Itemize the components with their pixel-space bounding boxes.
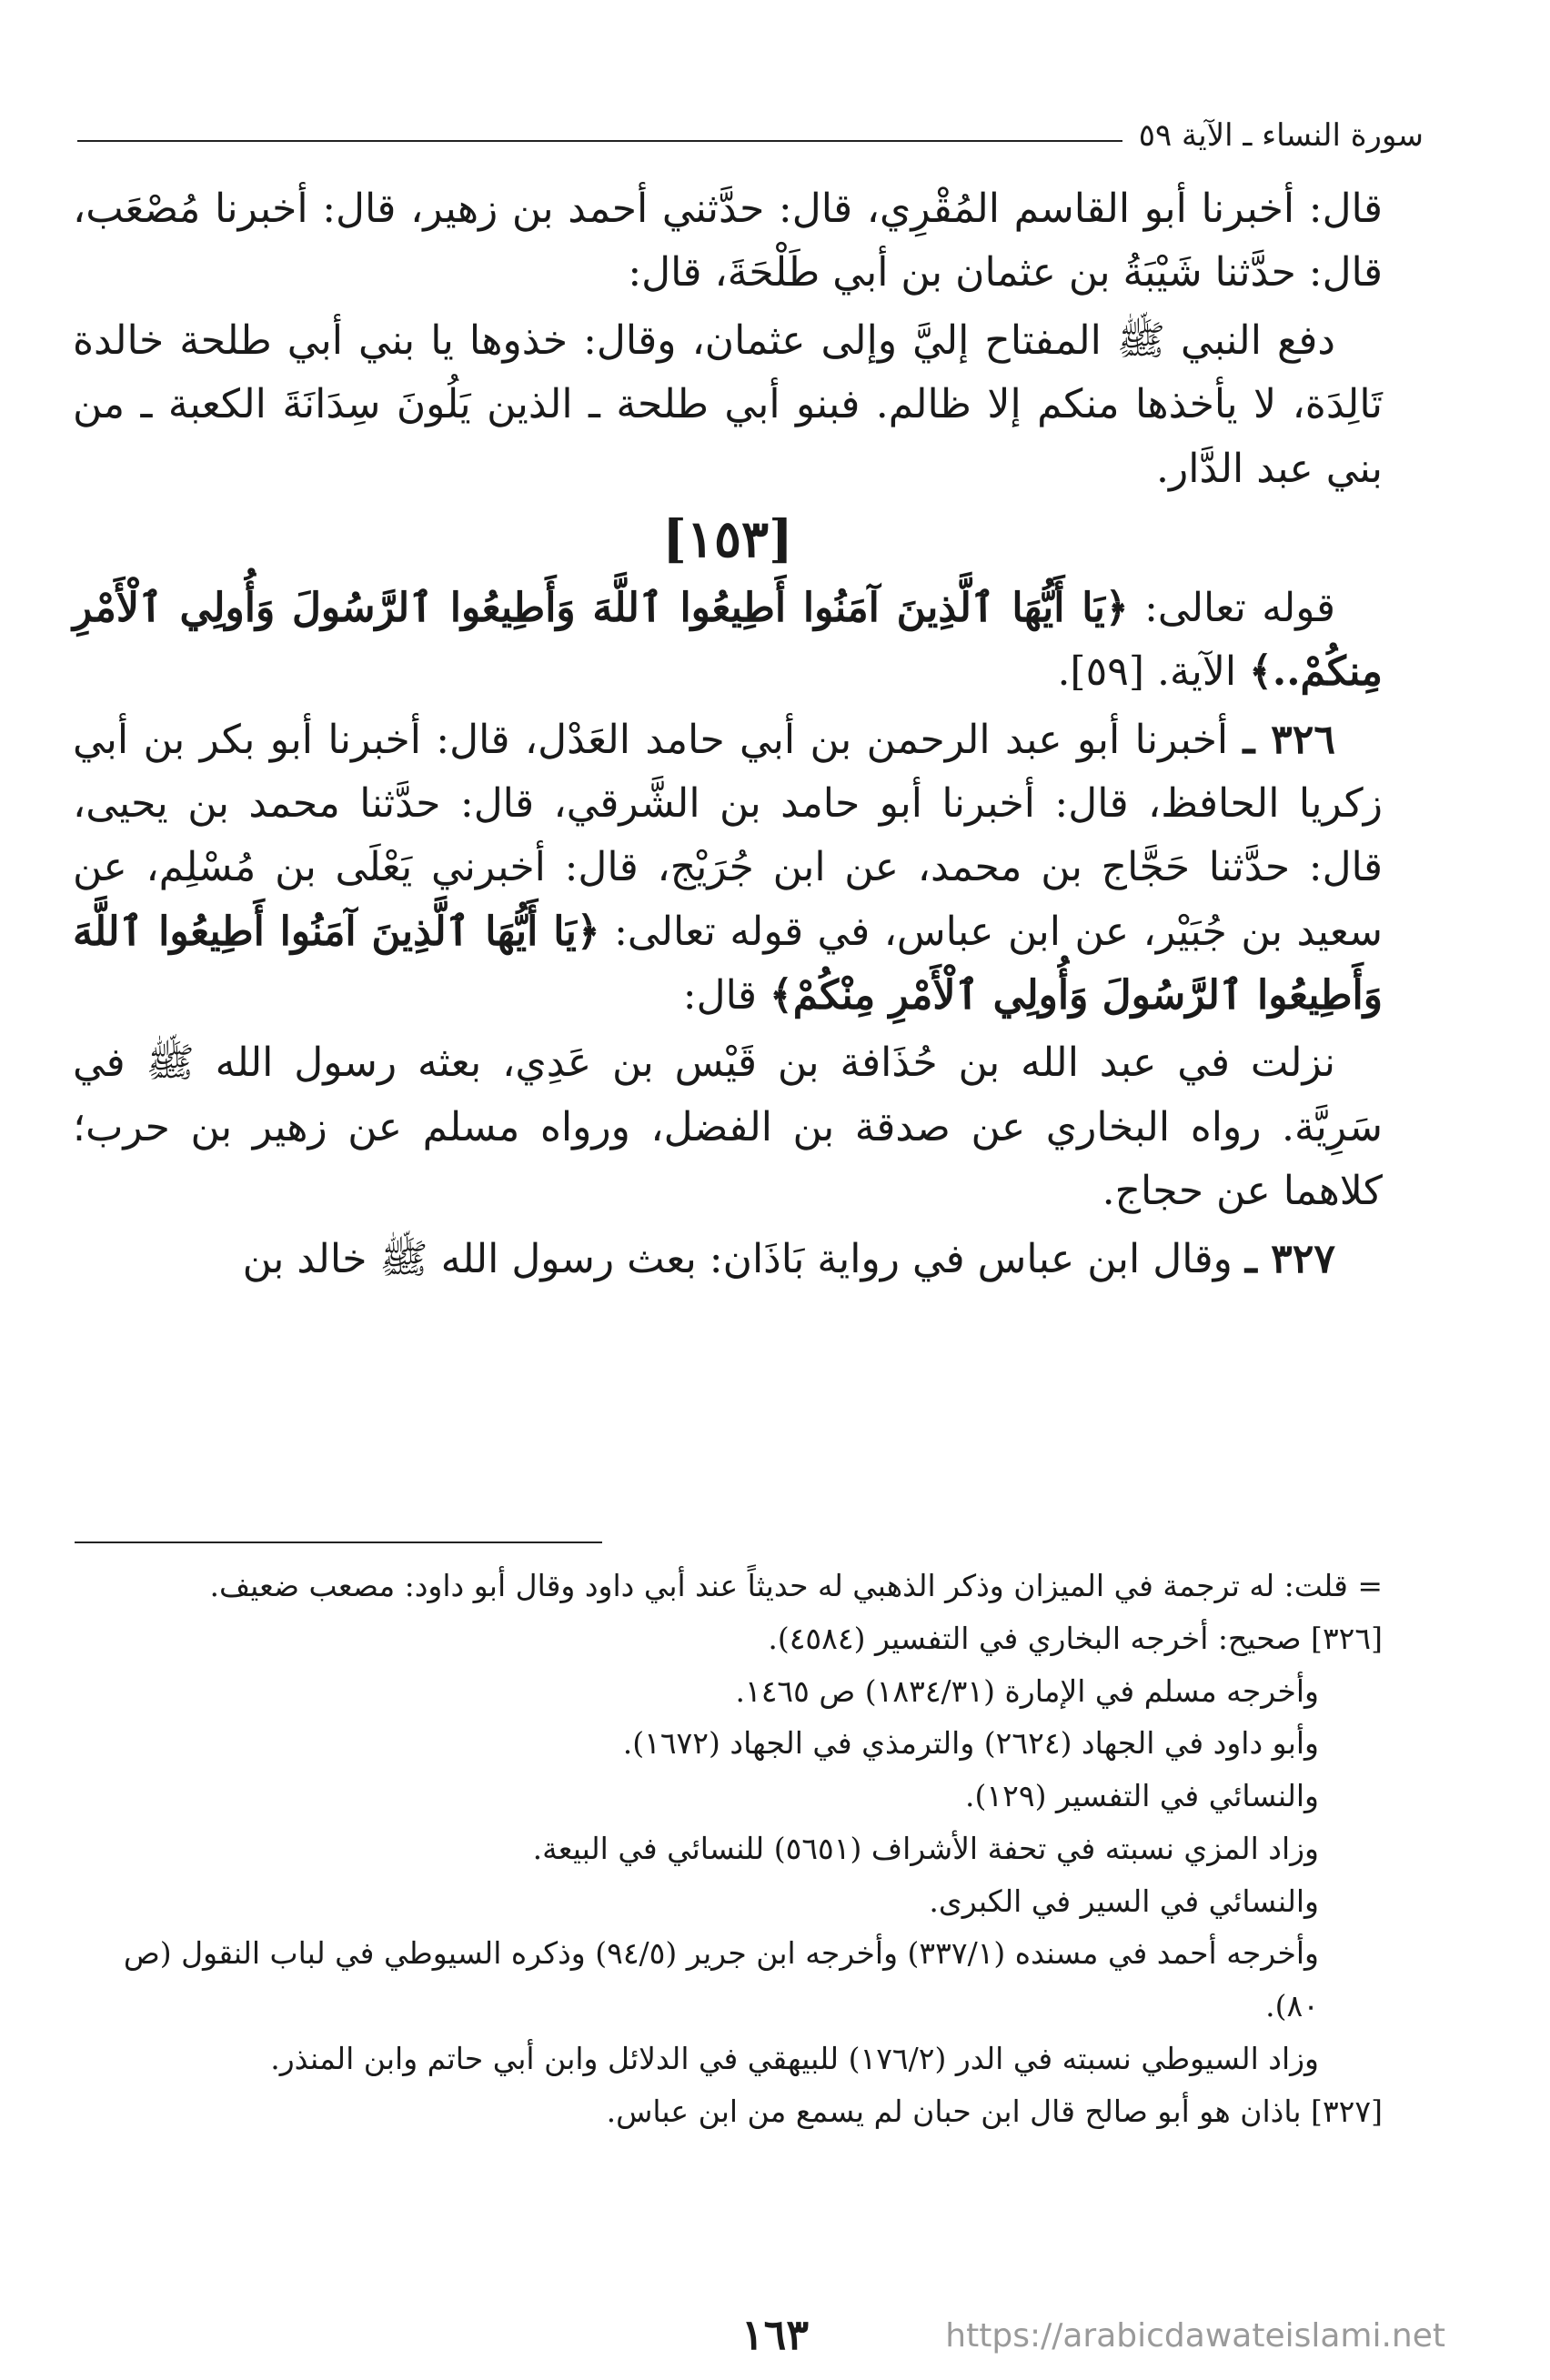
main-text xyxy=(73,177,1383,1295)
quran-verse: ﴿يَا أَيُّهَا ٱلَّذِينَ آمَنُوا أَطِيعُوا ٱللَّهَ وَأَطِيعُوا ٱلرَّسُولَ وَأُولِي ٱلْأَمْرِ مِنكُمْ..﴾ xyxy=(73,584,1383,696)
narration-number: ٣٢٧ ـ xyxy=(1244,1235,1335,1282)
narration-text: وقال ابن عباس في رواية بَاذَان: بعث رسول الله ﷺ خالد بن xyxy=(242,1235,1245,1282)
narration-end: قال: xyxy=(682,972,770,1019)
verse-reference: الآية. [٥٩]. xyxy=(1057,648,1250,696)
footnote-line: وأخرجه مسلم في الإمارة (١٨٣٤/٣١) ص ١٤٦٥. xyxy=(735,1672,1319,1709)
verse-intro: قوله تعالى: xyxy=(1128,584,1336,631)
footnote-line: والنسائي في التفسير (١٢٩). xyxy=(965,1778,1319,1813)
paragraph-hadith: دفع النبي ﷺ المفتاح إليَّ وإلى عثمان، وقال: خذوها يا بني أبي طلحة خالدة تَالِدَة، لا يأخذها منكم إلا ظالم. فبنو أبي طلحة ـ الذين يَلُونَ سِدَانَةَ الكعبة ـ من بني عبد الدَّار. xyxy=(73,316,1383,492)
footnote-line: وزاد السيوطي نسبته في الدر (١٧٦/٢) للبيهقي في الدلائل وابن أبي حاتم وابن المنذر. xyxy=(270,2040,1319,2076)
header-rule xyxy=(77,140,1122,142)
running-header xyxy=(77,107,1424,154)
paragraph-verse xyxy=(73,577,1383,705)
narration-text: أخبرنا أبو عبد الرحمن بن أبي حامد العَدْل، قال: أخبرنا أبو بكر بن أبي زكريا الحافظ، قال: أخبرنا أبو حامد بن الشَّرقي، قال: حدَّثنا محمد بن يحيى، قال: حدَّثنا حَجَّاج بن محمد، عن ابن جُرَيْج، قال: أخبرني يَعْلَى بن مُسْلِم، عن سعيد بن جُبَيْر، عن ابن عباس، في قوله تعالى: xyxy=(73,716,1383,955)
paragraph-narration-326 xyxy=(73,708,1383,1029)
narration-number: ٣٢٦ ـ xyxy=(1243,716,1335,763)
footnote-line: وأبو داود في الجهاد (٢٦٢٤) والترمذي في الجهاد (١٦٧٢). xyxy=(622,1725,1319,1762)
paragraph-isnad: قال: أخبرنا أبو القاسم المُقْرِي، قال: حدَّثني أحمد بن زهير، قال: أخبرنا مُصْعَب، قال: حدَّثنا شَيْبَةُ بن عثمان بن أبي طَلْحَةَ، قال: xyxy=(73,186,1383,296)
paragraph-narration-text: نزلت في عبد الله بن حُذَافة بن قَيْس بن عَدِي، بعثه رسول الله ﷺ في سَرِيَّة. رواه البخاري عن صدقة بن الفضل، ورواه مسلم عن زهير بن حرب؛ كلاهما عن حجاج. xyxy=(73,1039,1383,1215)
footnote-line: [٣٢٧] باذان هو أبو صالح قال ابن حبان لم يسمع من ابن عباس. xyxy=(606,2093,1383,2129)
quran-verse: ﴿يَا أَيُّهَا ٱلَّذِينَ آمَنُوا أَطِيعُوا ٱللَّهَ وَأَطِيعُوا ٱلرَّسُولَ وَأُولِي ٱلْأَمْرِ مِنْكُمْ﴾ xyxy=(73,908,1383,1019)
header-title: سورة النساء ـ الآية ٥٩ xyxy=(1138,117,1424,154)
paragraph-narration-327 xyxy=(73,1228,1383,1291)
footnote-separator xyxy=(75,1541,602,1543)
page-number: ١٦٣ xyxy=(740,2310,810,2359)
footnote-line: وأخرجه أحمد في مسنده (٣٣٧/١) وأخرجه ابن جرير (٩٤/٥) وذكره السيوطي في لباب النقول (ص ٨٠). xyxy=(123,1935,1319,2024)
footnotes xyxy=(73,1560,1383,2137)
footnote-line: وزاد المزي نسبته في تحفة الأشراف (٥٦٥١) للنسائي في البيعة. xyxy=(532,1830,1319,1866)
watermark-url: https://arabicdawateislami.net xyxy=(945,2317,1445,2355)
footnote-line: = قلت: له ترجمة في الميزان وذكر الذهبي له حديثاً عند أبي داود وقال أبو داود: مصعب ضعيف. xyxy=(209,1568,1383,1603)
footnote-line: والنسائي في السير في الكبرى. xyxy=(929,1883,1319,1919)
footnote-line: [٣٢٦] صحيح: أخرجه البخاري في التفسير (٤٥٨٤). xyxy=(768,1620,1383,1656)
section-number: [١٥٣] xyxy=(662,508,793,569)
